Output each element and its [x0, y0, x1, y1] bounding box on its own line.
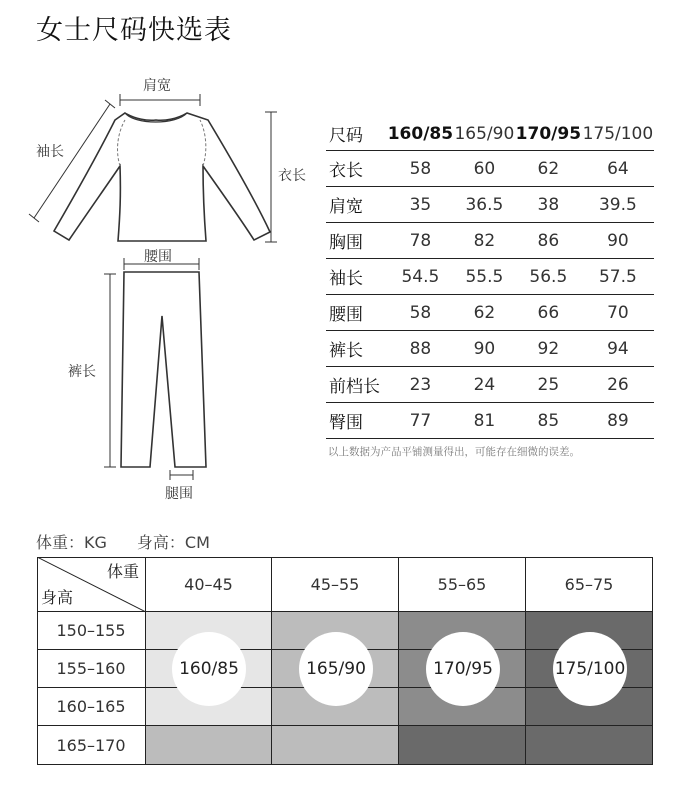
- table-row: [326, 223, 654, 259]
- height-unit: 身高：CM: [136, 533, 210, 552]
- matrix-corner: [37, 557, 146, 612]
- shoulder-label: 肩宽: [143, 78, 171, 94]
- size-col: 165/90: [454, 117, 515, 151]
- garment-diagram: [0, 60, 320, 510]
- sleeve-label: 袖长: [36, 144, 64, 160]
- waist-label: 腰围: [144, 249, 172, 265]
- garment-drawing: [0, 60, 320, 510]
- matrix-cell: [526, 726, 653, 765]
- table-cell: 60: [454, 151, 515, 187]
- table-cell: 64: [582, 151, 654, 187]
- pants-length-label: 裤长: [68, 364, 96, 380]
- table-cell: 85: [515, 403, 582, 439]
- size-col: 170/95: [515, 117, 582, 151]
- table-row: [326, 403, 654, 439]
- size-col: 160/85: [387, 117, 454, 151]
- table-cell: 39.5: [582, 187, 654, 223]
- weight-header: 65–75: [526, 557, 653, 612]
- size-recommendation: 175/100: [553, 632, 627, 706]
- table-cell: 77: [387, 403, 454, 439]
- units-line: [36, 530, 240, 553]
- table-cell: 94: [582, 331, 654, 367]
- size-table: [326, 117, 654, 439]
- table-cell: 86: [515, 223, 582, 259]
- table-cell: 54.5: [387, 259, 454, 295]
- row-label: 裤长: [326, 331, 387, 367]
- table-cell: 58: [387, 295, 454, 331]
- table-cell: 23: [387, 367, 454, 403]
- weight-header: 45–55: [272, 557, 399, 612]
- table-cell: 78: [387, 223, 454, 259]
- matrix-cell: [272, 726, 399, 765]
- size-recommendation: 160/85: [172, 632, 246, 706]
- table-row: [326, 367, 654, 403]
- size-table-header: [326, 117, 654, 151]
- table-cell: 26: [582, 367, 654, 403]
- height-label: 155–160: [37, 650, 146, 688]
- table-cell: 25: [515, 367, 582, 403]
- table-cell: 88: [387, 331, 454, 367]
- row-label: 袖长: [326, 259, 387, 295]
- size-header-label: 尺码: [326, 117, 387, 151]
- measurement-note: 以上数据为产品平铺测量得出，可能存在细微的误差。: [328, 446, 580, 458]
- length-label: 衣长: [278, 168, 306, 184]
- table-row: [326, 151, 654, 187]
- table-row: [326, 331, 654, 367]
- row-label: 衣长: [326, 151, 387, 187]
- size-matrix: [37, 557, 653, 765]
- size-recommendation: 170/95: [426, 632, 500, 706]
- table-cell: 35: [387, 187, 454, 223]
- matrix-cell: [399, 726, 526, 765]
- table-cell: 24: [454, 367, 515, 403]
- table-row: [326, 187, 654, 223]
- thigh-label: 腿围: [165, 486, 193, 502]
- table-cell: 70: [582, 295, 654, 331]
- row-label: 前档长: [326, 367, 387, 403]
- height-label: 150–155: [37, 612, 146, 650]
- table-row: [326, 259, 654, 295]
- corner-height-label: 身高: [41, 588, 74, 607]
- table-cell: 62: [515, 151, 582, 187]
- height-label: 165–170: [37, 726, 146, 765]
- table-cell: 92: [515, 331, 582, 367]
- corner-weight-label: 体重: [106, 562, 139, 581]
- row-label: 臀围: [326, 403, 387, 439]
- table-cell: 62: [454, 295, 515, 331]
- weight-header: 40–45: [146, 557, 272, 612]
- page-title: 女士尺码快选表: [36, 15, 232, 46]
- size-col: 175/100: [582, 117, 654, 151]
- table-cell: 90: [454, 331, 515, 367]
- table-cell: 57.5: [582, 259, 654, 295]
- size-recommendation: 165/90: [299, 632, 373, 706]
- table-cell: 82: [454, 223, 515, 259]
- weight-header: 55–65: [399, 557, 526, 612]
- table-cell: 56.5: [515, 259, 582, 295]
- weight-unit: 体重：KG: [36, 533, 107, 552]
- table-cell: 89: [582, 403, 654, 439]
- table-cell: 90: [582, 223, 654, 259]
- row-label: 胸围: [326, 223, 387, 259]
- row-label: 肩宽: [326, 187, 387, 223]
- height-label: 160–165: [37, 688, 146, 726]
- row-label: 腰围: [326, 295, 387, 331]
- matrix-cell: [146, 726, 272, 765]
- table-cell: 55.5: [454, 259, 515, 295]
- table-cell: 36.5: [454, 187, 515, 223]
- table-cell: 38: [515, 187, 582, 223]
- table-cell: 58: [387, 151, 454, 187]
- table-cell: 66: [515, 295, 582, 331]
- table-row: [326, 295, 654, 331]
- table-cell: 81: [454, 403, 515, 439]
